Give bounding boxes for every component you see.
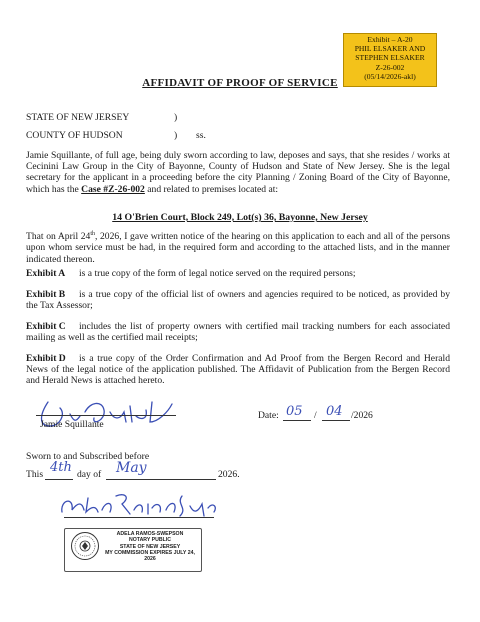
jurat-month: May bbox=[116, 460, 147, 476]
venue-paren: ) bbox=[174, 130, 178, 141]
exhibit-text: is a true copy of the official list of owners and agencies required to be noticed, as provided by the Tax Assessor; bbox=[26, 289, 450, 312]
jurat-month-line bbox=[106, 479, 216, 480]
notice-paragraph bbox=[26, 229, 450, 265]
premises-address: 14 O'Brien Court, Block 249, Lot(s) 36, Bayonne, New Jersey bbox=[112, 212, 368, 223]
jurat-day-of: day of bbox=[77, 469, 102, 480]
date-year: /2026 bbox=[351, 410, 373, 421]
signature-line bbox=[36, 415, 176, 416]
deposition-paragraph bbox=[26, 150, 450, 195]
date-day: 04 bbox=[326, 404, 343, 419]
exhibit-text: is a true copy of the Order Confirmation and Ad Proof from the Bergen Record and Herald News of the legal notice of the application published. The Affidavit of Publication from the Bergen Record and Herald News is attached hereto. bbox=[26, 353, 450, 387]
exhibit-text: is a true copy of the form of legal notice served on the required persons; bbox=[79, 268, 356, 279]
jurat-this: This bbox=[26, 469, 44, 480]
venue-county: COUNTY OF HUDSON bbox=[26, 130, 123, 141]
sticker-line: (05/14/2026-akl) bbox=[364, 71, 416, 81]
jurat-year: 2026. bbox=[218, 469, 240, 480]
jurat-day: 4th bbox=[50, 460, 72, 475]
stamp-text bbox=[100, 531, 200, 562]
stamp-line: STATE OF NEW JERSEY bbox=[119, 543, 181, 550]
exhibit-label: Exhibit A bbox=[26, 268, 66, 279]
exhibit-label: Exhibit D bbox=[26, 353, 66, 364]
para-text: , 2026, I gave written notice of the hearing on this application to each and all of the persons upon whom service must be had, in the required form and according to the attached lists, and in the manner indicated thereon. bbox=[26, 231, 450, 265]
venue-ss: ss. bbox=[196, 130, 206, 141]
para-text: and related to premises located at: bbox=[147, 183, 279, 195]
venue-paren: ) bbox=[174, 112, 178, 123]
date-month: 05 bbox=[286, 404, 303, 419]
notary-signature-line bbox=[64, 517, 214, 518]
venue-state: STATE OF NEW JERSEY bbox=[26, 112, 130, 123]
notary-signature bbox=[56, 486, 226, 524]
sticker-line: Z-26-002 bbox=[375, 62, 405, 72]
sticker-line: STEPHEN ELSAKER bbox=[355, 53, 425, 63]
date-separator: / bbox=[314, 410, 317, 421]
exhibit-a bbox=[26, 268, 450, 279]
date-label: Date: bbox=[258, 410, 279, 421]
exhibit-d bbox=[26, 353, 450, 387]
date-day-line bbox=[322, 420, 350, 421]
case-number: Case #Z-26-002 bbox=[81, 183, 145, 195]
stamp-line: ADELA RAMOS-SWEPSON bbox=[116, 531, 184, 537]
date-month-line bbox=[283, 420, 311, 421]
jurat-line1: Sworn to and Subscribed before bbox=[26, 451, 150, 462]
sticker-line: PHIL ELSAKER AND bbox=[354, 44, 426, 54]
ordinal-suffix: th bbox=[90, 231, 95, 237]
notary-seal-icon bbox=[70, 531, 100, 561]
exhibit-text: includes the list of property owners with certified mail tracking numbers for each associated mailing as well as the certified mail receipts; bbox=[26, 321, 450, 344]
stamp-line: MY COMMISSION EXPIRES JULY 24, 2026 bbox=[105, 549, 195, 563]
exhibit-label: Exhibit B bbox=[26, 289, 66, 300]
para-text: That on April 24 bbox=[26, 231, 91, 243]
exhibit-label: Exhibit C bbox=[26, 321, 66, 332]
sticker-line: Exhibit – A-20 bbox=[367, 35, 413, 44]
page-title: AFFIDAVIT OF PROOF OF SERVICE bbox=[142, 77, 338, 89]
stamp-line: NOTARY PUBLIC bbox=[129, 537, 171, 544]
exhibit-c bbox=[26, 321, 450, 343]
para-text: Jamie Squillante, of full age, being duly sworn according to law, deposes and says, that she resides / works at Cecinini Law Group in the City of Bayonne, County of Hudson and State of New Jersey. She is the legal secretary for the applicant in a proceeding before the city Planning / Zoning Board of the City of Bayonne, which has the bbox=[26, 150, 450, 195]
signer-name: Jamie Squillante bbox=[40, 419, 104, 430]
exhibit-b bbox=[26, 289, 450, 311]
jurat-day-line bbox=[45, 479, 73, 480]
